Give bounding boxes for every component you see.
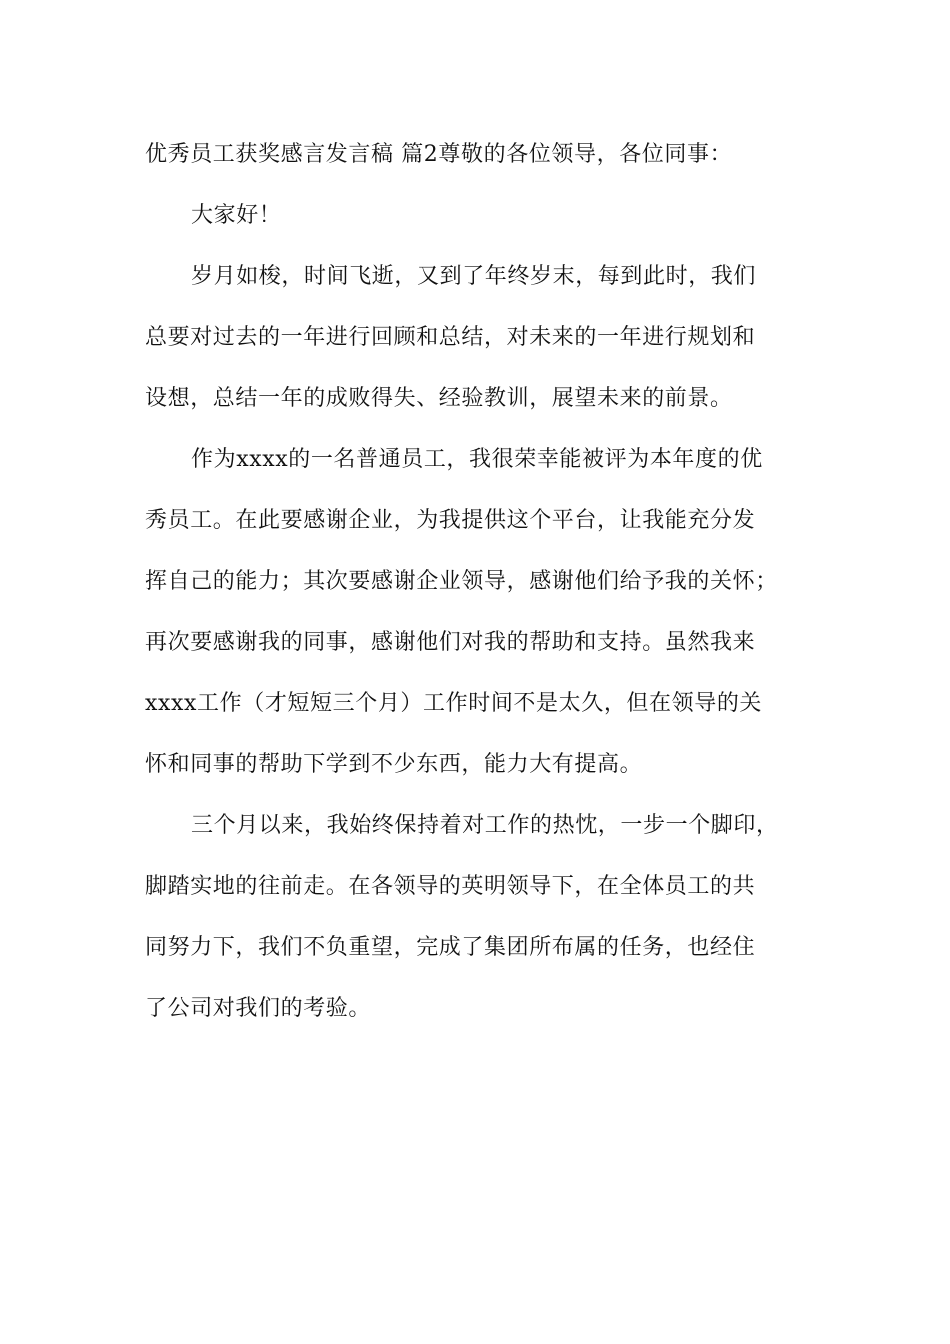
paragraph-2-line-3: 挥自己的能力；其次要感谢企业领导，感谢他们给予我的关怀； bbox=[145, 569, 778, 594]
paragraph-1-line-3: 设想，总结一年的成败得失、经验教训，展望未来的前景。 bbox=[145, 386, 733, 411]
paragraph-3-line-3: 同努力下，我们不负重望，完成了集团所布属的任务，也经住 bbox=[145, 935, 756, 960]
paragraph-2-line-1: 作为xxxx的一名普通员工，我很荣幸能被评为本年度的优 bbox=[191, 447, 763, 472]
paragraph-2-line-2: 秀员工。在此要感谢企业，为我提供这个平台，让我能充分发 bbox=[145, 508, 756, 533]
paragraph-1-line-2: 总要对过去的一年进行回顾和总结，对未来的一年进行规划和 bbox=[145, 325, 756, 350]
document-body bbox=[145, 124, 805, 1039]
greeting-line: 大家好！ bbox=[191, 203, 282, 228]
paragraph-2-line-5: xxxx工作（才短短三个月）工作时间不是太久，但在领导的关 bbox=[145, 691, 763, 716]
paragraph-3-line-1: 三个月以来，我始终保持着对工作的热忱，一步一个脚印， bbox=[191, 813, 779, 838]
heading-line: 优秀员工获奖感言发言稿 篇2尊敬的各位领导，各位同事： bbox=[145, 142, 733, 167]
paragraph-2-line-4: 再次要感谢我的同事，感谢他们对我的帮助和支持。虽然我来 bbox=[145, 630, 756, 655]
paragraph-2-line-6: 怀和同事的帮助下学到不少东西，能力大有提高。 bbox=[145, 752, 643, 777]
paragraph-3-line-4: 了公司对我们的考验。 bbox=[145, 996, 372, 1021]
paragraph-3-line-2: 脚踏实地的往前走。在各领导的英明领导下，在全体员工的共 bbox=[145, 874, 756, 899]
paragraph-1-line-1: 岁月如梭，时间飞逝，又到了年终岁末，每到此时，我们 bbox=[191, 264, 757, 289]
